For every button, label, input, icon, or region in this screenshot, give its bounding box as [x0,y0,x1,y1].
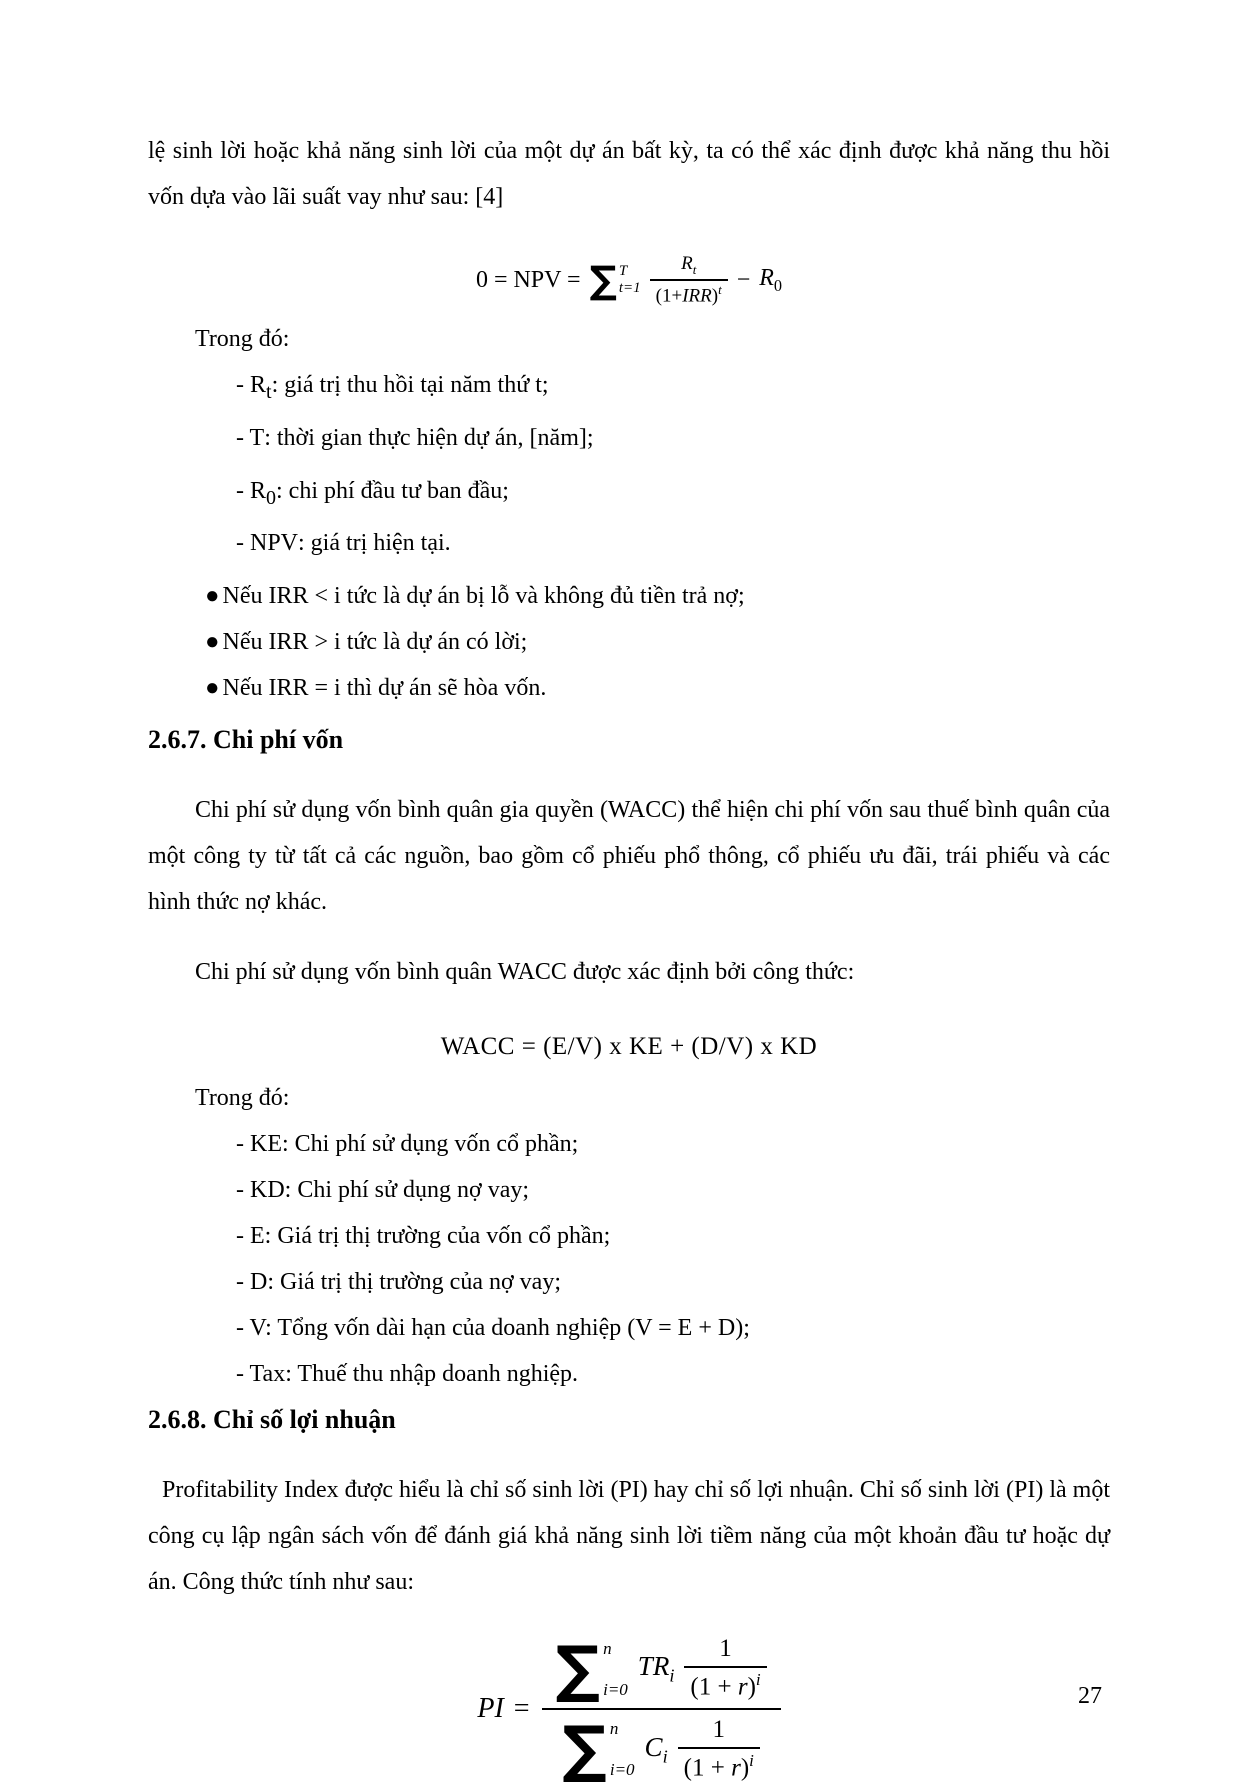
npv-fraction-numerator [650,253,728,282]
irr-rule-breakeven [148,665,1110,711]
tail-subscript: 0 [773,275,783,295]
denominator-exponent: i [755,1669,761,1689]
bullet-icon: ● [205,629,220,656]
denominator-variable: IRR [682,285,712,307]
denominator-suffix: ) [747,1673,756,1701]
denominator-suffix: ) [711,285,719,307]
initial-cost-term [759,265,782,296]
npv-fraction [650,253,728,308]
coefficient-variable: TR [637,1650,670,1681]
npv-formula [148,244,1110,316]
denominator-exponent: i [749,1750,754,1770]
paragraph-intro: lệ sinh lời hoặc khả năng sinh lời của một dự án bất kỳ, ta có thể xác định được khả năng thu hồi vốn dựa vào lãi suất vay như sau: [4] [148,138,1110,210]
item-text: : giá trị thu hồi tại năm thứ t; [271,372,549,398]
item-text: : chi phí đầu tư ban đầu; [276,477,509,504]
paragraph-wacc-definition: Chi phí sử dụng vốn bình quân gia quyền (WACC) thể hiện chi phí vốn sau thuế bình quân của một công ty từ tất cả các nguồn, bao gồm cổ phiếu phổ thông, cổ phiếu ưu đãi, trái phiếu và các hình thức nợ khác. [148,797,1110,916]
denominator-suffix: ) [740,1754,750,1782]
discount-fraction [684,1635,766,1702]
coefficient-subscript: i [662,1746,668,1767]
where-label-2: Trong đó: [195,1085,290,1112]
fraction-numerator: 1 [678,1716,760,1749]
wacc-definition-kd: - KD: Chi phí sử dụng nợ vay; [236,1177,530,1204]
npv-fraction-denominator [650,281,728,307]
item-subscript: 0 [266,486,276,509]
fraction-denominator [678,1749,760,1783]
irr-rule-profit [148,619,1110,665]
denominator-prefix: (1 + [683,1754,732,1782]
bullet-text: Nếu IRR = i thì dự án sẽ hòa vốn. [222,675,547,702]
wacc-definition-e: - E: Giá trị thị trường của vốn cổ phần; [236,1223,611,1250]
section-heading-267: 2.6.7. Chi phí vốn [148,725,344,755]
summation-upper-limit: T [618,262,628,279]
denominator-variable: r [731,1754,741,1782]
where-label-1: Trong đó: [195,326,290,352]
npv-definition-npv [148,520,1110,573]
summation-symbol [562,1712,635,1786]
npv-formula-lhs: 0 = NPV = [475,266,581,293]
bullet-icon: ● [205,583,220,610]
section-heading-268: 2.6.8. Chỉ số lợi nhuận [148,1405,396,1435]
summation-lower-limit: t=1 [618,280,641,297]
paragraph-wacc-formula-intro: Chi phí sử dụng vốn bình quân WACC được xác định bởi công thức: [195,959,855,986]
irr-rule-loss [148,573,1110,619]
bullet-text: Nếu IRR > i tức là dự án có lời; [222,629,528,656]
summation-lower-limit: i=0 [603,1679,628,1699]
paragraph-profitability-index: Profitability Index được hiểu là chỉ số sinh lời (PI) hay chỉ số lợi nhuận. Chỉ số sinh lời (PI) là một công cụ lập ngân sách vốn để đánh giá khả năng sinh lời tiềm năng của một khoản đầu tư hoặc dự án. Công thức tính như sau: [148,1477,1110,1596]
item-text: - NPV [236,530,299,557]
summation-symbol [589,257,641,302]
item-text: - R [236,372,266,398]
item-text: : thời gian thực hiện dự án, [năm]; [264,424,594,451]
sigma-icon: ∑ [555,1631,601,1705]
wacc-definition-v: - V: Tổng vốn dài hạn của doanh nghiệp (V = E + D); [236,1315,750,1342]
npv-definition-rt [148,362,1110,415]
item-subscript: t [266,380,272,403]
bullet-text: Nếu IRR < i tức là dự án bị lỗ và không đủ tiền trả nợ; [222,583,745,610]
coefficient-subscript: i [669,1665,675,1686]
summation-limits [603,1638,628,1700]
sigma-icon: ∑ [562,1712,607,1786]
npv-definition-t [148,415,1110,468]
fraction-numerator: 1 [684,1635,766,1668]
pi-fraction-denominator [548,1710,774,1789]
wacc-definition-tax: - Tax: Thuế thu nhập doanh nghiệp. [236,1361,579,1388]
npv-definition-r0 [148,468,1110,521]
discount-fraction [678,1716,760,1783]
numerator-variable: R [681,252,693,274]
summation-symbol [555,1631,628,1705]
denominator-exponent: t [718,282,722,298]
fraction-denominator [684,1668,766,1702]
wacc-formula: WACC = (E/V) x KE + (D/V) x KD [440,1033,818,1061]
wacc-definition-d: - D: Giá trị thị trường của nợ vay; [236,1269,561,1296]
summation-upper-limit: n [609,1719,619,1739]
denominator-prefix: (1+ [655,285,683,307]
coefficient-variable: C [644,1731,663,1762]
bullet-icon: ● [205,675,220,702]
denominator-variable: r [737,1673,748,1701]
page-number: 27 [1078,1683,1102,1709]
summation-limits [619,262,641,298]
equals-sign: = [513,1693,530,1725]
cost-term [645,1732,668,1767]
denominator-prefix: (1 + [690,1673,738,1701]
item-text: - R [236,477,266,504]
item-text: - T [236,424,265,451]
revenue-term [638,1651,675,1686]
pi-formula [148,1629,1110,1789]
summation-lower-limit: i=0 [609,1760,635,1780]
numerator-subscript: t [692,261,697,277]
sigma-icon: ∑ [589,257,617,302]
wacc-definition-ke: - KE: Chi phí sử dụng vốn cổ phần; [236,1131,579,1158]
summation-limits [610,1718,635,1780]
minus-sign: − [736,266,751,293]
pi-fraction-numerator [542,1629,781,1710]
tail-variable: R [759,264,774,291]
pi-formula-lhs [477,1693,529,1725]
pi-big-fraction [542,1629,781,1789]
pi-variable: PI [477,1693,504,1725]
item-text: : giá trị hiện tại. [298,530,451,557]
summation-upper-limit: n [603,1638,612,1658]
